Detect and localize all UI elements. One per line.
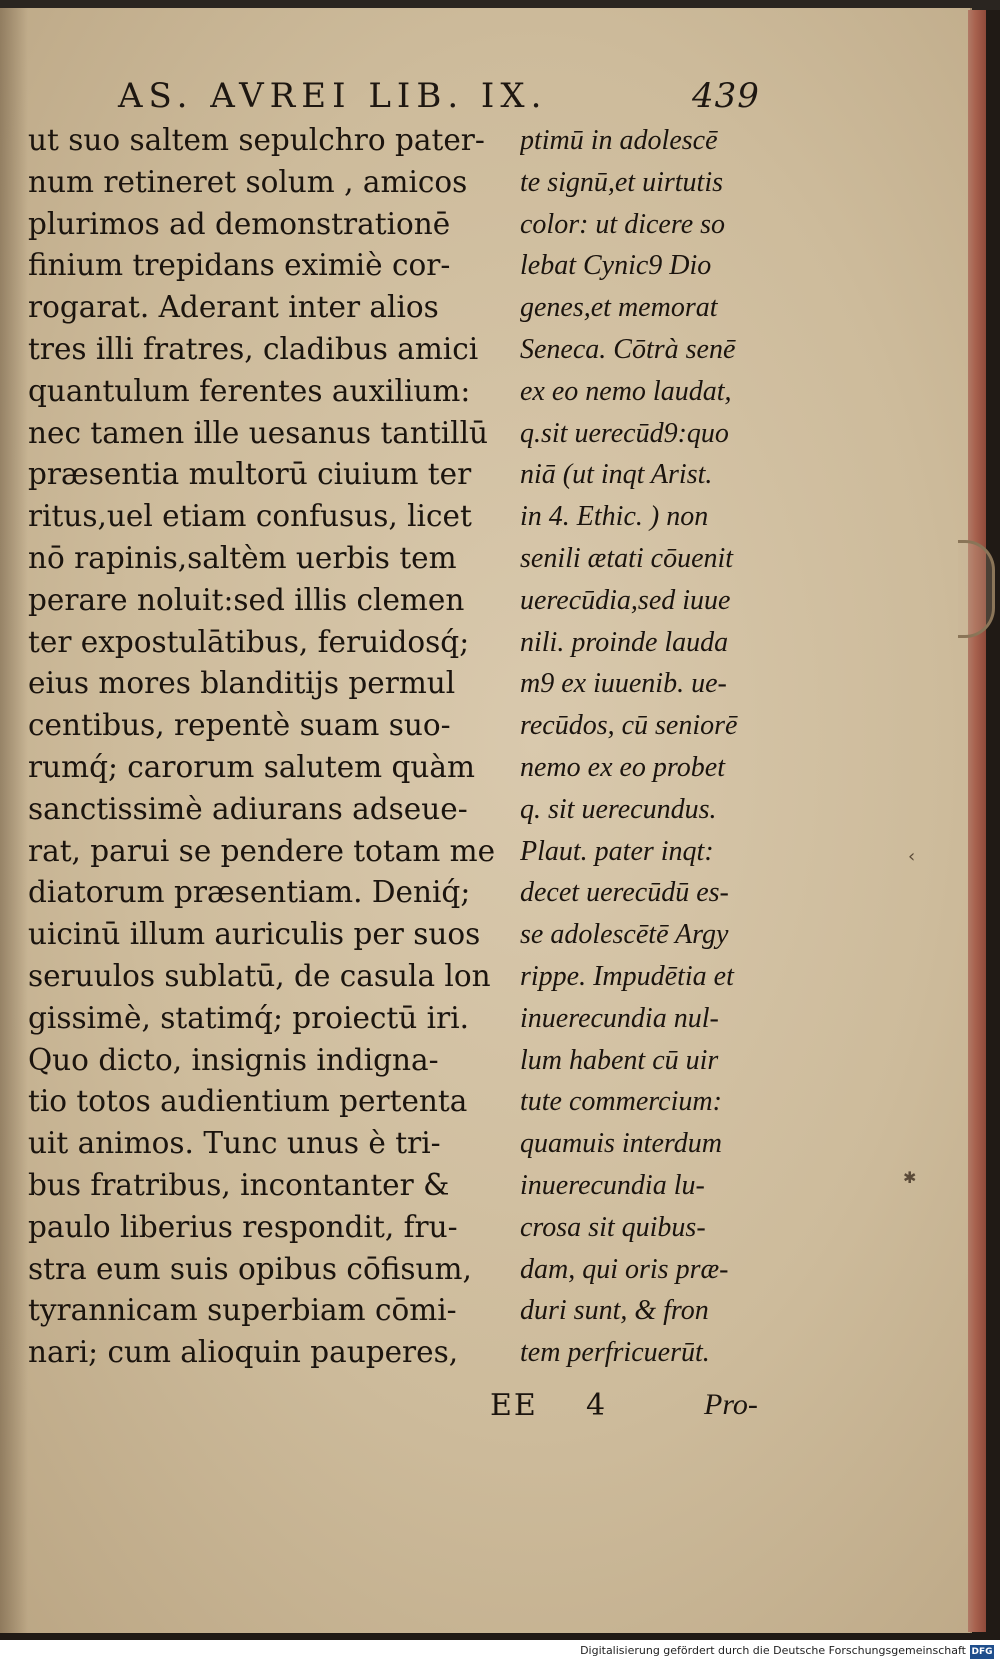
- page-fore-edge: [968, 10, 986, 1632]
- margin-note-line: tute commercium:: [520, 1086, 722, 1118]
- main-text-line: uicinū illum auriculis per suos: [28, 917, 481, 952]
- signature-mark: EE: [490, 1388, 538, 1423]
- margin-note-line: lum habent cū uir: [520, 1044, 719, 1076]
- main-text-line: paulo liberius respondit, fru-: [28, 1209, 458, 1244]
- margin-note-line: niā (ut inqt Arist.: [520, 459, 713, 491]
- main-text-line: seruulos sublatū, de casula lon: [28, 958, 491, 993]
- ink-speck: ‹: [908, 846, 916, 867]
- main-text-line: præsentia multorū ciuium ter: [28, 457, 472, 492]
- margin-note-line: q. sit uerecundus.: [520, 793, 717, 825]
- margin-note-line: inuerecundia nul-: [520, 1002, 719, 1034]
- main-text-line: rogarat. Aderant inter alios: [28, 290, 439, 325]
- margin-note-line: lebat Cynic9 Dio: [520, 250, 712, 282]
- main-text-line: nō rapinis,saltèm uerbis tem: [28, 540, 457, 575]
- credit-text: Digitalisierung gefördert durch die Deutsche Forschungsgemeinschaft: [580, 1644, 966, 1657]
- main-text-line: ut suo saltem sepulchro pater-: [28, 123, 485, 157]
- main-text-line: quantulum ferentes auxilium:: [28, 373, 471, 408]
- margin-note-line: color: ut dicere so: [520, 208, 726, 240]
- main-text-line: bus fratribus, incontanter &: [28, 1167, 450, 1202]
- main-text-line: tio totos audientium pertenta: [28, 1084, 468, 1119]
- main-text-line: finium trepidans eximiè cor-: [28, 248, 451, 283]
- main-text-line: plurimos ad demonstrationē: [28, 206, 451, 241]
- main-text-line: centibus, repentè suam suo-: [28, 708, 451, 743]
- margin-note-column: [520, 120, 770, 1374]
- page-number: 439: [692, 76, 760, 116]
- margin-note-line: duri sunt, & fron: [520, 1295, 709, 1327]
- credit-bar: [0, 1640, 1000, 1666]
- margin-note-line: ex eo nemo laudat,: [520, 375, 732, 407]
- main-text-line: tres illi fratres, cladibus amici: [28, 331, 479, 366]
- margin-note-line: genes,et memorat: [520, 292, 718, 324]
- running-head-title: AS. AVREI LIB. IX.: [118, 76, 548, 116]
- main-text-line: Quo dicto, insignis indigna-: [28, 1042, 439, 1077]
- margin-note-line: Seneca. Cōtrà senē: [520, 333, 736, 365]
- margin-note-line: te signū,et uirtutis: [520, 166, 723, 198]
- ink-speck: ✱: [903, 1168, 917, 1187]
- main-text-column: [28, 120, 498, 1374]
- main-text-line: nec tamen ille uesanus tantillū: [28, 415, 489, 450]
- margin-note-line: inuerecundia lu-: [520, 1169, 705, 1201]
- main-text-line: tyrannicam superbiam cōmi-: [28, 1293, 457, 1328]
- margin-note-line: m9 ex iuuenib. ue-: [520, 668, 727, 700]
- main-text-line: rumq́; carorum salutem quàm: [28, 749, 475, 784]
- margin-note-line: rippe. Impudētia et: [520, 960, 734, 992]
- main-text-line: perare noluit:sed illis clemen: [28, 582, 465, 617]
- margin-note-line: ptimū in adolescē: [520, 125, 718, 156]
- main-text-line: num retineret solum , amicos: [28, 164, 468, 199]
- gutter-shadow: [0, 8, 28, 1633]
- margin-note-line: nili. proinde lauda: [520, 626, 729, 658]
- margin-note-line: nemo ex eo probet: [520, 751, 725, 783]
- margin-note-line: se adolescētē Argy: [520, 919, 729, 951]
- margin-note-line: senili ætati cōuenit: [520, 542, 734, 574]
- main-text-line: ter expostulātibus, feruidosq́;: [28, 624, 470, 659]
- clasp-mark: [958, 540, 995, 638]
- margin-note-line: q.sit uerecūd9:quo: [520, 417, 729, 449]
- main-text-line: diatorum præsentiam. Deniq́;: [28, 875, 471, 910]
- main-text-line: uit animos. Tunc unus è tri-: [28, 1126, 441, 1161]
- margin-note-line: quamuis interdum: [520, 1128, 722, 1160]
- margin-note-line: in 4. Ethic. ) non: [520, 501, 709, 533]
- main-text-line: ritus,uel etiam confusus, licet: [28, 499, 472, 534]
- margin-note-line: dam, qui oris præ-: [520, 1253, 729, 1285]
- main-text-line: rat, parui se pendere totam me: [28, 833, 496, 868]
- margin-note-line: decet uerecūdū es-: [520, 877, 729, 909]
- margin-note-line: Plaut. pater inqt:: [520, 835, 714, 867]
- catchword: Pro-: [704, 1388, 758, 1421]
- margin-note-line: crosa sit quibus-: [520, 1211, 706, 1243]
- main-text-line: stra eum suis opibus cōfisum,: [28, 1251, 472, 1286]
- main-text-line: nari; cum alioquin pauperes,: [28, 1335, 459, 1370]
- margin-note-line: tem perfricuerūt.: [520, 1337, 710, 1369]
- main-text-line: sanctissimè adiurans adseue-: [28, 791, 468, 826]
- main-text-line: gissimè, statimq́; proiectū iri.: [28, 1000, 470, 1035]
- margin-note-line: uerecūdia,sed iuue: [520, 584, 731, 616]
- main-text-line: eius mores blanditijs permul: [28, 666, 456, 701]
- signature-number: 4: [586, 1388, 606, 1423]
- margin-note-line: recūdos, cū seniorē: [520, 710, 738, 742]
- dfg-logo-icon: DFG: [971, 1647, 993, 1657]
